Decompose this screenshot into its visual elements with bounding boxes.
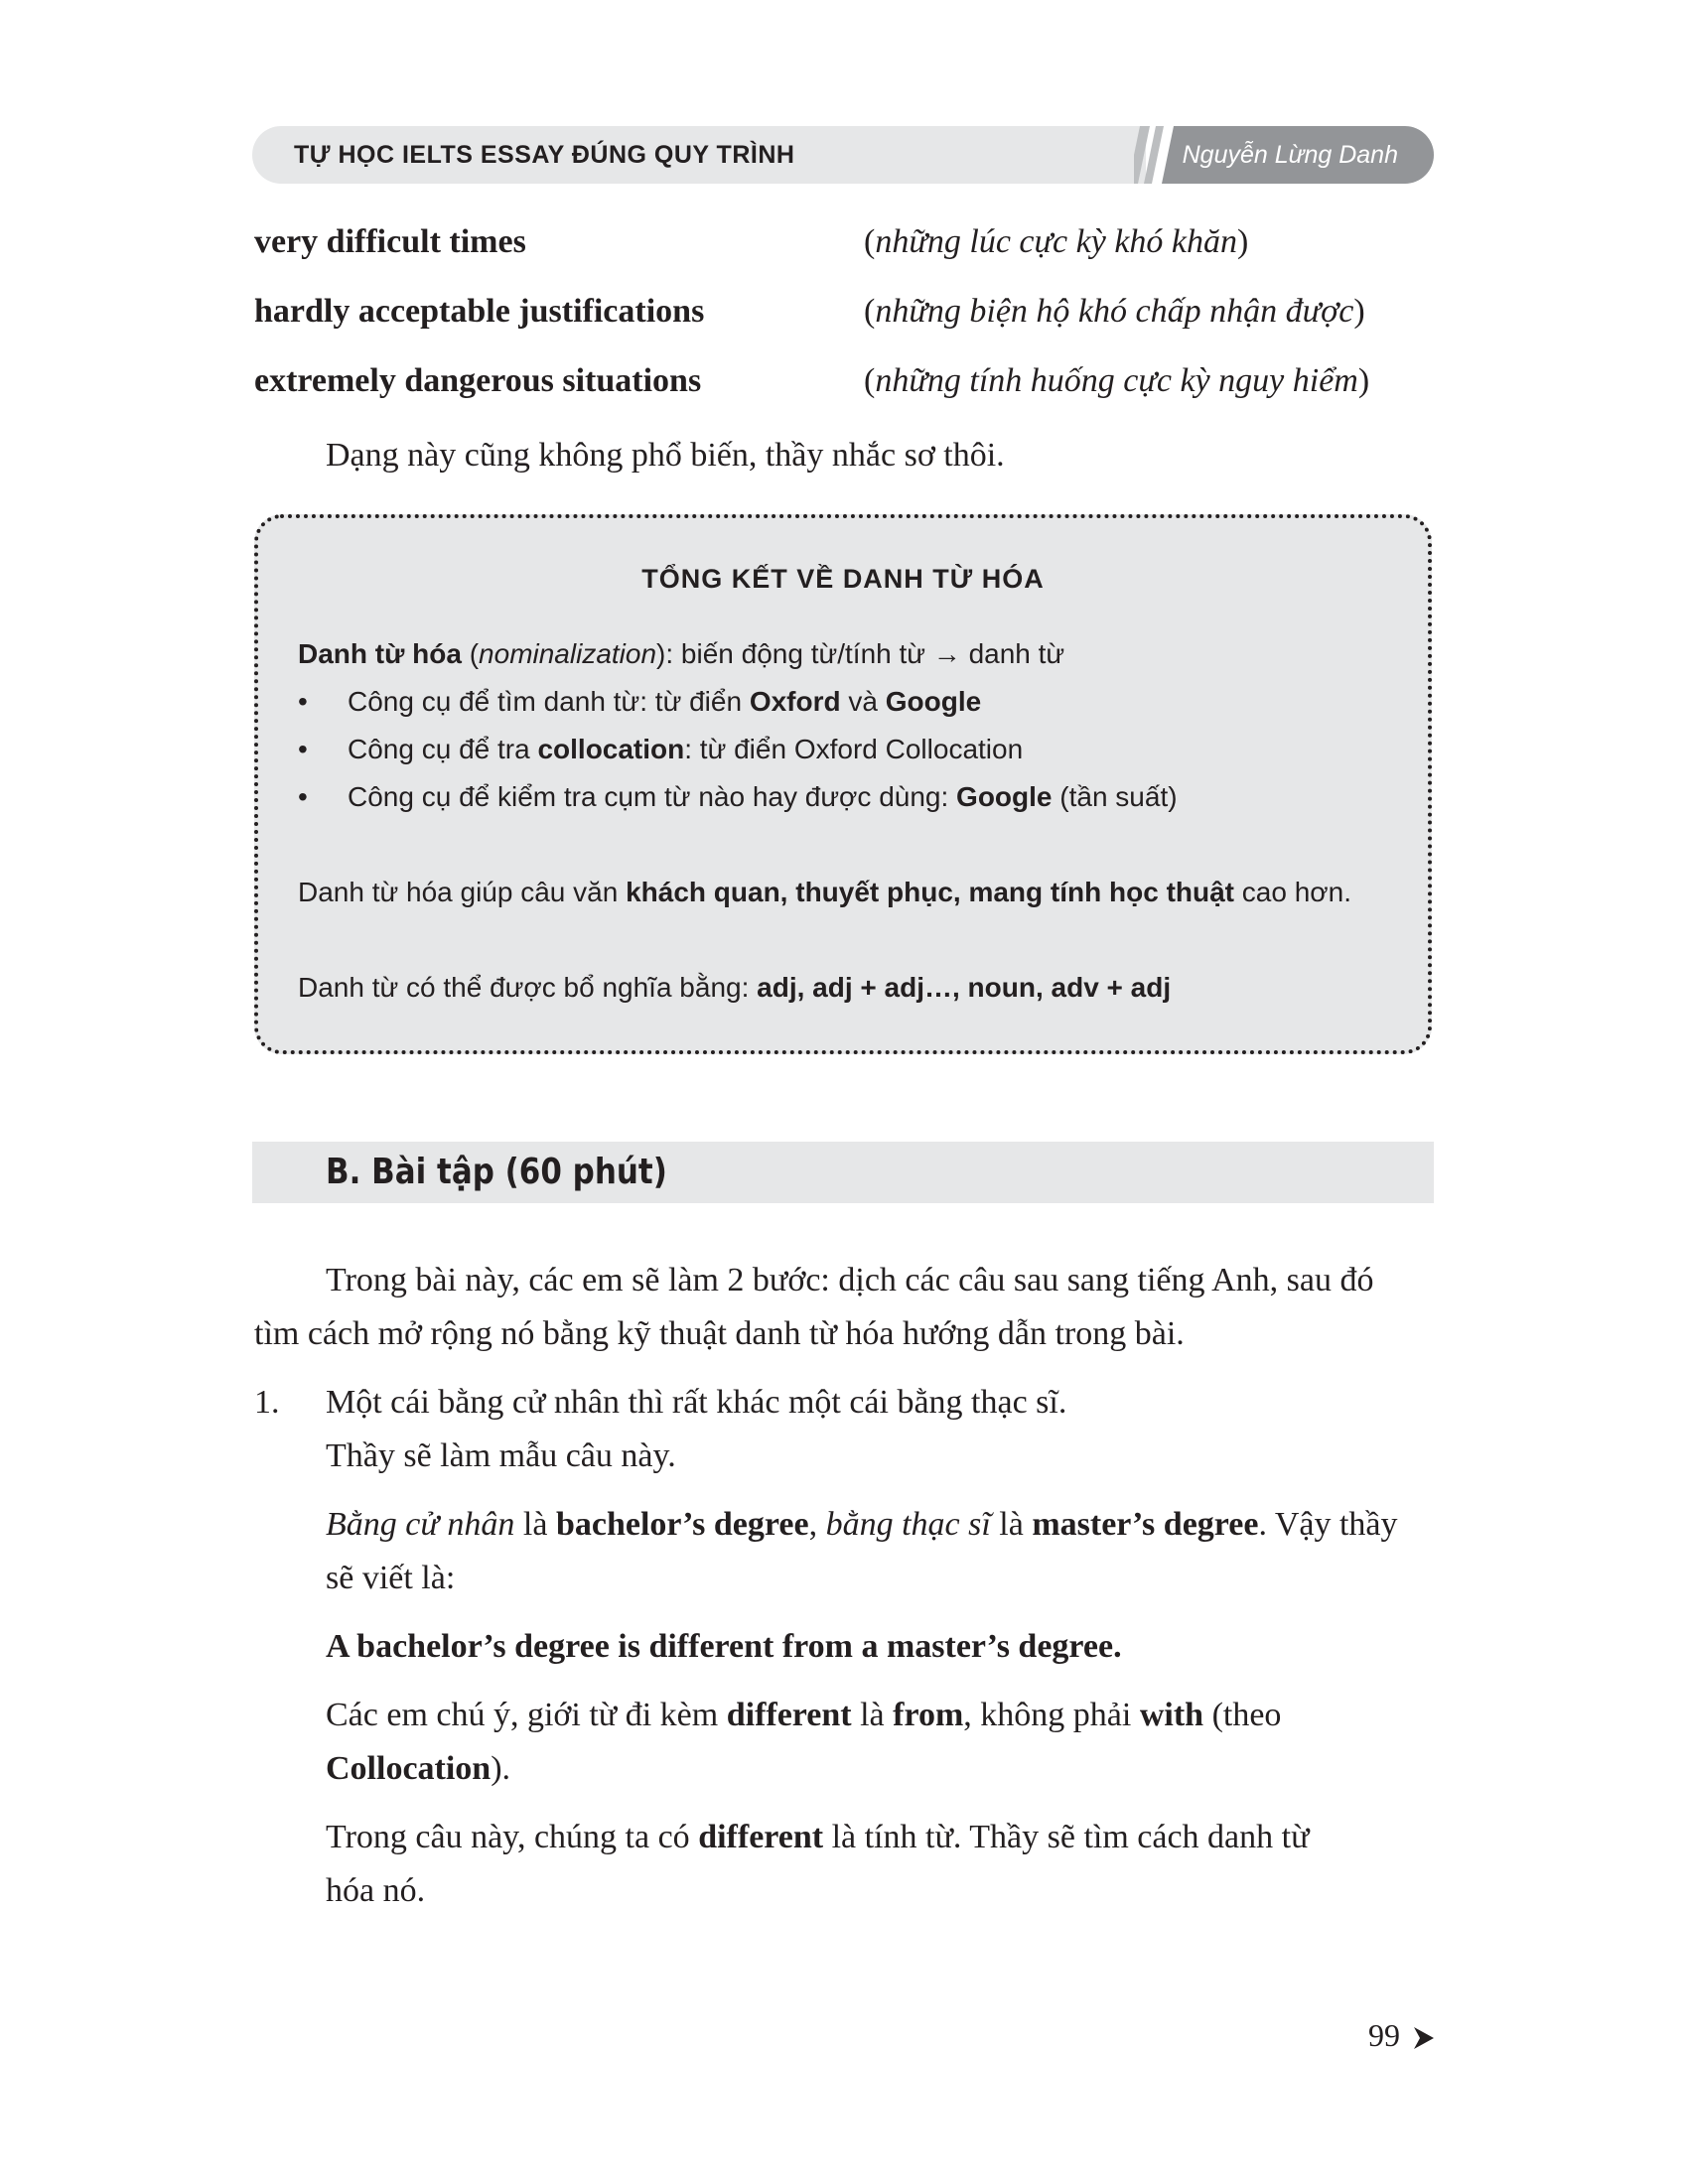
adjective-line: hóa nó. — [326, 1872, 426, 1909]
intro-line: Trong bài này, các em sẽ làm 2 bước: dịch các câu sau sang tiếng Anh, sau đó — [326, 1262, 1374, 1298]
book-title: TỰ HỌC IELTS ESSAY ĐÚNG QUY TRÌNH — [294, 141, 795, 169]
summary-title: TỔNG KẾT VỀ DANH TỪ HÓA — [641, 564, 1045, 594]
example-phrase: hardly acceptable justifications — [254, 293, 705, 330]
definition-line: Danh từ hóa (nominalization): biến động từ/tính từ → danh từ — [298, 638, 1065, 669]
adjective-line: Trong câu này, chúng ta có different là tính từ. Thầy sẽ tìm cách danh từ — [326, 1819, 1310, 1855]
benefit-line: Danh từ hóa giúp câu văn khách quan, thuyết phục, mang tính học thuật cao hơn. — [298, 877, 1351, 907]
next-arrow-icon — [1414, 2027, 1434, 2049]
bullet-dot: • — [298, 734, 308, 764]
author-name: Nguyễn Lừng Danh — [1182, 141, 1398, 169]
explain-line: sẽ viết là: — [326, 1560, 456, 1596]
explain-line: Bằng cử nhân là bachelor’s degree, bằng thạc sĩ là master’s degree. Vậy thầy — [326, 1506, 1398, 1543]
bullet-item: Công cụ để tra collocation: từ điển Oxford Collocation — [348, 734, 1024, 764]
collocation-line: Các em chú ý, giới từ đi kèm different là from, không phải with (theo — [326, 1697, 1282, 1733]
bullet-dot: • — [298, 781, 308, 812]
bullet-item: Công cụ để tìm danh từ: từ điển Oxford và Google — [348, 686, 982, 717]
exercise-sentence: Một cái bằng cử nhân thì rất khác một cái bằng thạc sĩ. — [326, 1384, 1067, 1421]
note-text: Dạng này cũng không phổ biến, thầy nhắc sơ thôi. — [326, 437, 1005, 474]
example-gloss: (những lúc cực kỳ khó khăn) — [864, 223, 1249, 260]
page-number: 99 — [1368, 2017, 1400, 2053]
example-phrase: very difficult times — [254, 223, 526, 260]
example-gloss: (những tính huống cực kỳ nguy hiểm) — [864, 362, 1370, 399]
example-gloss: (những biện hộ khó chấp nhận được) — [864, 293, 1365, 330]
example-phrase: extremely dangerous situations — [254, 362, 702, 399]
demo-text: Thầy sẽ làm mẫu câu này. — [326, 1437, 676, 1474]
answer-sentence: A bachelor’s degree is different from a master’s degree. — [326, 1628, 1122, 1665]
bullet-item: Công cụ để kiểm tra cụm từ nào hay được dùng: Google (tần suất) — [348, 781, 1178, 812]
collocation-line: Collocation). — [326, 1750, 511, 1787]
running-header — [252, 126, 1434, 184]
intro-line: tìm cách mở rộng nó bằng kỹ thuật danh từ hóa hướng dẫn trong bài. — [254, 1315, 1185, 1352]
bullet-dot: • — [298, 686, 308, 717]
exercise-number: 1. — [254, 1384, 280, 1421]
section-title: B. Bài tập (60 phút) — [326, 1152, 667, 1192]
modifiers-line: Danh từ có thể được bổ nghĩa bằng: adj, adj + adj…, noun, adv + adj — [298, 972, 1172, 1003]
